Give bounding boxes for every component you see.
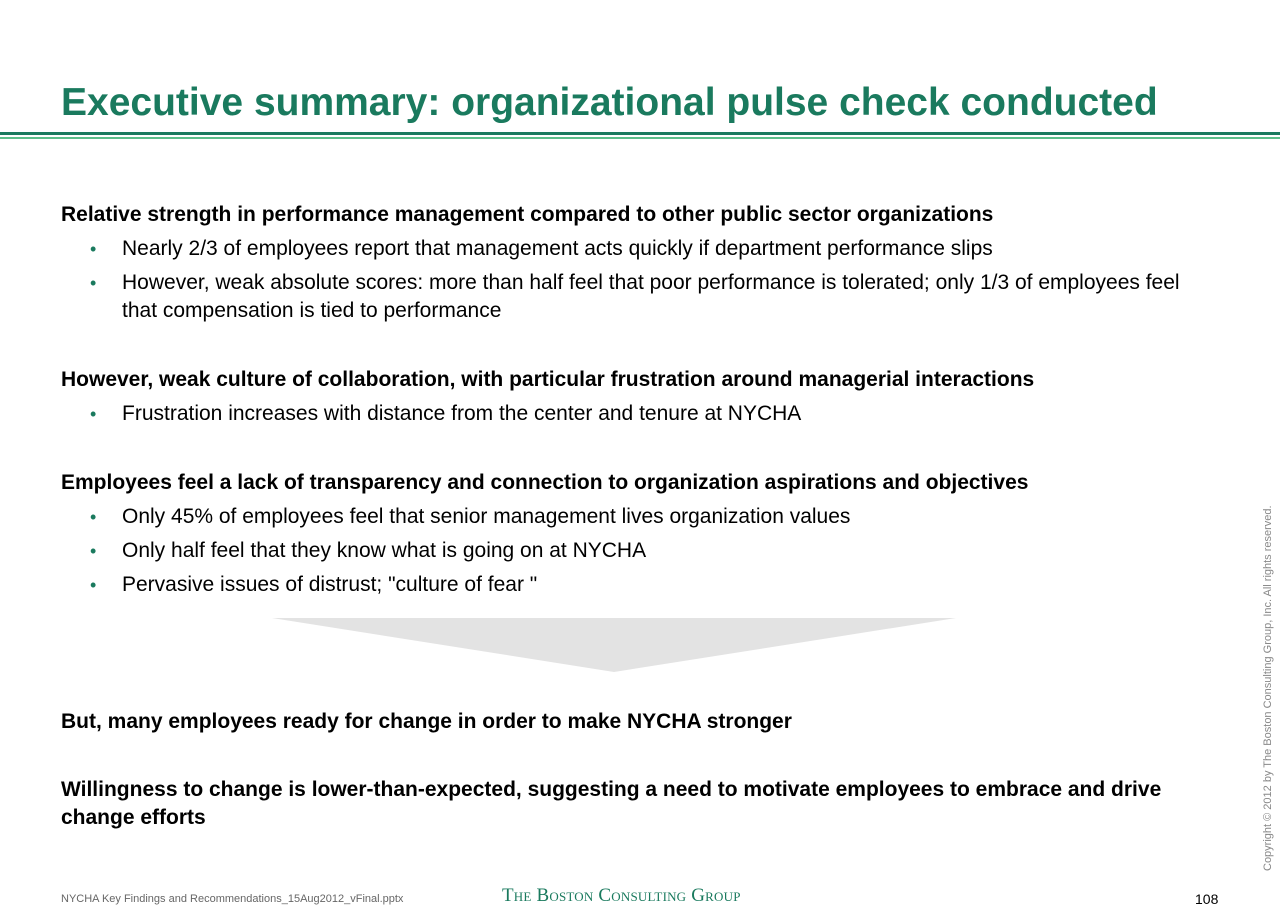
bullet-list — [61, 400, 1201, 428]
section-transparency — [61, 469, 1201, 605]
bullet-list — [61, 503, 1201, 599]
conclusion-willingness — [61, 776, 1201, 832]
footer-filename: NYCHA Key Findings and Recommendations_15Aug2012_vFinal.pptx — [61, 893, 404, 905]
page-title: Executive summary: organizational pulse check conducted — [61, 81, 1158, 124]
copyright-notice: Copyright © 2012 by The Boston Consulting Group, Inc. All rights reserved. — [1262, 505, 1274, 871]
bullet-text: Frustration increases with distance from the center and tenure at NYCHA — [122, 402, 802, 425]
section-heading: However, weak culture of collaboration, with particular frustration around managerial interactions — [61, 368, 1035, 391]
bullet-text: Pervasive issues of distrust; "culture of fear " — [122, 573, 538, 596]
bullet-text: Only 45% of employees feel that senior management lives organization values — [122, 505, 851, 528]
bullet-item — [61, 269, 1201, 325]
bullet-text: Nearly 2/3 of employees report that management acts quickly if department performance slips — [122, 237, 993, 260]
bullet-dot-icon: • — [90, 575, 97, 595]
down-arrow-icon — [272, 618, 956, 672]
conclusion-text: But, many employees ready for change in order to make NYCHA stronger — [61, 710, 792, 733]
conclusion-text: Willingness to change is lower-than-expected, suggesting a need to motivate employees to embrace and drive change efforts — [61, 778, 1162, 829]
bullet-item — [61, 537, 1201, 565]
section-collaboration — [61, 366, 1201, 434]
title-underline-light — [0, 137, 1280, 139]
bullet-dot-icon: • — [90, 507, 97, 527]
conclusion-ready-for-change — [61, 708, 1201, 736]
section-heading: Relative strength in performance management compared to other public sector organizations — [61, 203, 994, 226]
bcg-logo: The Boston Consulting Group — [502, 885, 741, 906]
section-heading: Employees feel a lack of transparency and connection to organization aspirations and objectives — [61, 471, 1029, 494]
bullet-item — [61, 400, 1201, 428]
bullet-item — [61, 571, 1201, 599]
bullet-item — [61, 503, 1201, 531]
title-underline — [0, 132, 1280, 135]
bullet-dot-icon: • — [90, 541, 97, 561]
bullet-dot-icon: • — [90, 273, 97, 293]
bullet-list — [61, 235, 1201, 325]
bullet-text: Only half feel that they know what is going on at NYCHA — [122, 539, 647, 562]
bullet-dot-icon: • — [90, 404, 97, 424]
bullet-dot-icon: • — [90, 239, 97, 259]
page-number: 108 — [1195, 891, 1219, 907]
down-arrow-shape — [272, 618, 956, 672]
section-performance-management — [61, 201, 1201, 331]
bullet-text: However, weak absolute scores: more than half feel that poor performance is tolerated; only 1/3 of employees feel that compensation is tied to performance — [122, 271, 1180, 322]
bullet-item — [61, 235, 1201, 263]
